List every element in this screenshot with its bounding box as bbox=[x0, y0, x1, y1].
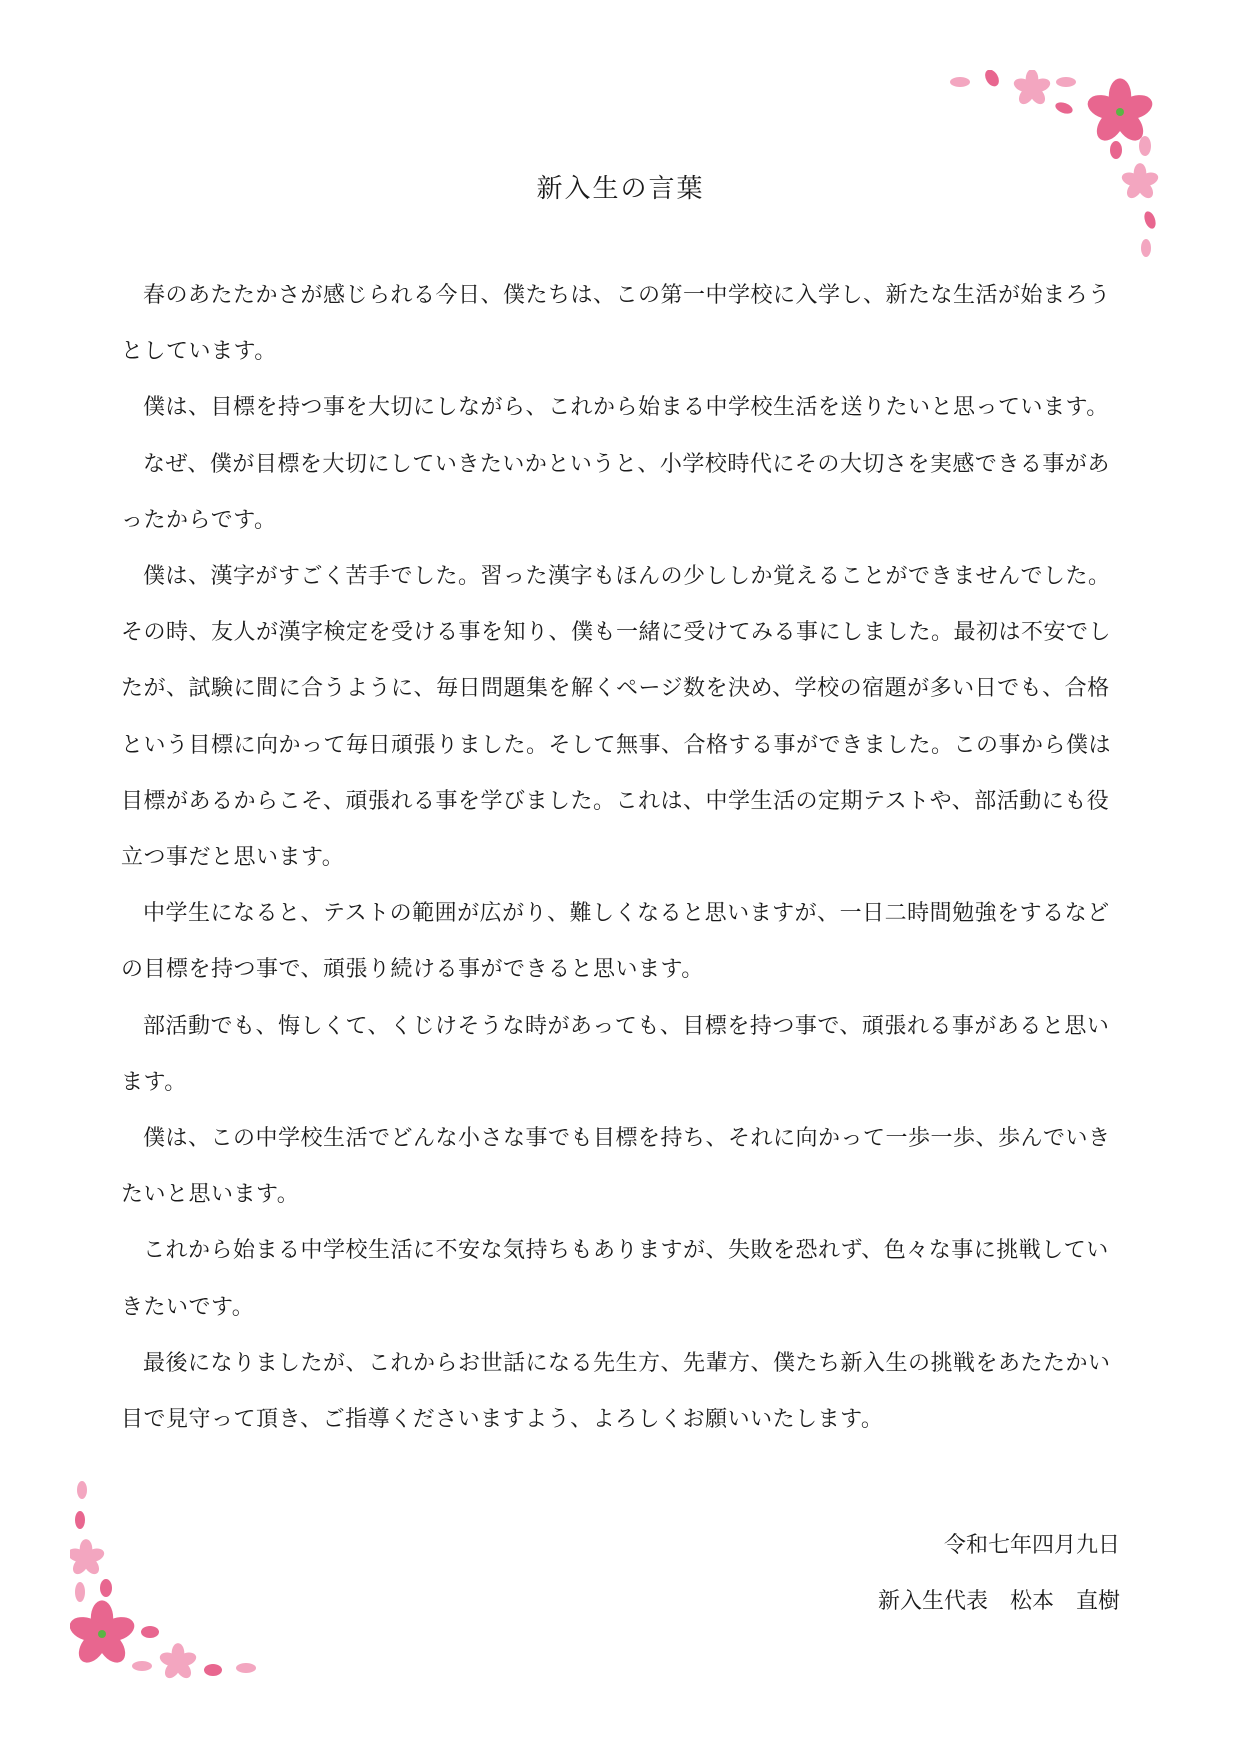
petal bbox=[982, 70, 1001, 89]
closing-block bbox=[878, 1518, 1120, 1630]
page-title: 新入生の言葉 bbox=[536, 174, 705, 204]
paragraph: 春のあたたかさが感じられる今日、僕たちは、この第一中学校に入学し、新たな生活が始まろうとしています。 bbox=[121, 283, 1111, 365]
petal bbox=[236, 1663, 256, 1673]
date-line: 令和七年四月九日 bbox=[943, 1533, 1120, 1558]
speech-body bbox=[121, 268, 1121, 1448]
petal bbox=[75, 1511, 85, 1529]
paragraph: 部活動でも、悔しくて、くじけそうな時があっても、目標を持つ事で、頑張れる事があると思います。 bbox=[121, 1013, 1110, 1095]
paragraph: 僕は、漢字がすごく苦手でした。習った漢字もほんの少ししか覚えることができませんでした。その時、友人が漢字検定を受ける事を知り、僕も一緒に受けてみる事にしました。最初は不安でしたが、試験に間に合うように、毎日問題集を解くページ数を決め、学校の宿題が多い日でも、合格という目標に向かって毎日頑張りました。そして無事、合格する事ができました。この事から僕は目標があるからこそ、頑張れる事を学びました。これは、中学生活の定期テストや、部活動にも役立つ事だと思います。 bbox=[121, 564, 1112, 871]
petal bbox=[204, 1664, 222, 1676]
paragraph: これから始まる中学校生活に不安な気持ちもありますが、失敗を恐れず、色々な事に挑戦していきたいです。 bbox=[121, 1238, 1109, 1320]
petal bbox=[100, 1579, 112, 1597]
paragraph: 中学生になると、テストの範囲が広がり、難しくなると思いますが、一日二時間勉強をするなどの目標を持つ事で、頑張り続ける事ができると思います。 bbox=[121, 901, 1110, 983]
petal bbox=[1141, 239, 1151, 257]
petal bbox=[1056, 77, 1076, 87]
paragraph: なぜ、僕が目標を大切にしていきたいかというと、小学校時代にその大切さを実感できる事があったからです。 bbox=[121, 451, 1110, 533]
petal bbox=[141, 1626, 159, 1638]
sakura-flower-small bbox=[158, 1643, 198, 1681]
sakura-flower-small bbox=[70, 1539, 106, 1577]
sakura-flower-large bbox=[70, 1600, 137, 1667]
sakura-flower-small bbox=[1012, 70, 1052, 107]
paragraph: 最後になりましたが、これからお世話になる先生方、先輩方、僕たち新入生の挑戦をあたたかい目で見守って頂き、ご指導くださいますよう、よろしくお願いいたします。 bbox=[121, 1350, 1111, 1433]
petal bbox=[75, 1582, 85, 1602]
petal bbox=[1139, 136, 1151, 156]
cherry-blossom-decoration-bottom-left bbox=[70, 1480, 310, 1720]
sakura-flower-large bbox=[1085, 78, 1156, 145]
petal bbox=[132, 1661, 152, 1671]
paragraph: 僕は、目標を持つ事を大切にしながら、これから始まる中学校生活を送りたいと思っています。 bbox=[143, 395, 1109, 421]
petal bbox=[1142, 210, 1158, 230]
paragraph: 僕は、この中学校生活でどんな小さな事でも目標を持ち、それに向かって一歩一歩、歩んでいきたいと思います。 bbox=[121, 1126, 1111, 1208]
petal bbox=[950, 77, 970, 87]
petal bbox=[1110, 141, 1122, 159]
petal bbox=[77, 1481, 87, 1499]
signature-line: 新入生代表 松本 直樹 bbox=[877, 1589, 1120, 1614]
petal bbox=[1054, 100, 1074, 116]
